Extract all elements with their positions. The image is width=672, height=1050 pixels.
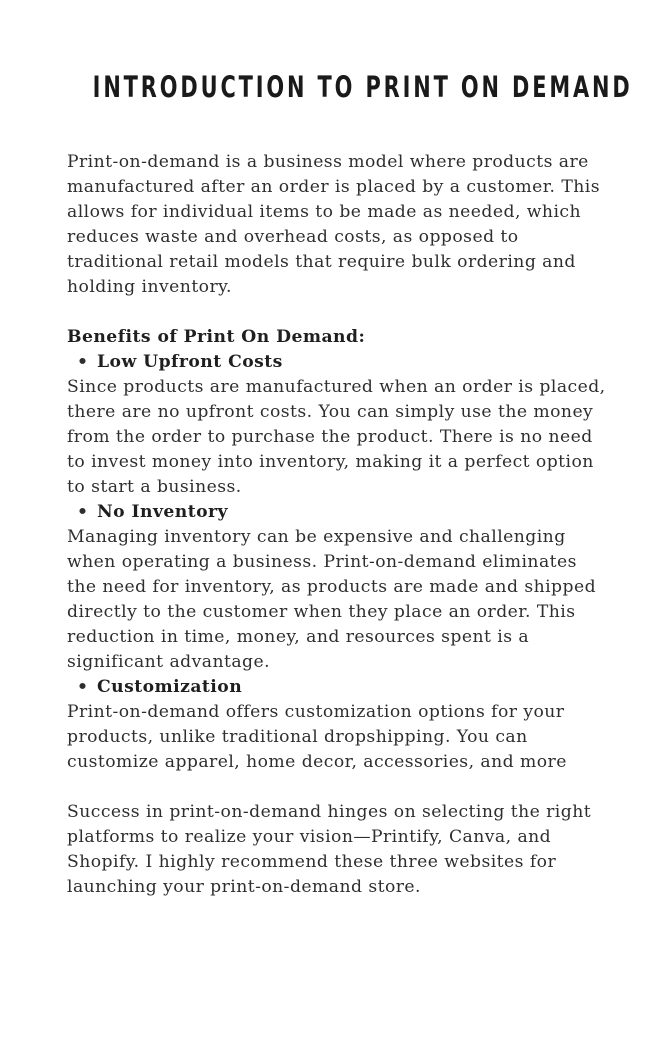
benefit-title: Customization [97,677,243,697]
document-body [67,150,612,900]
benefit-item [67,675,612,700]
benefit-description: Managing inventory can be expensive and challenging when operating a business. Print-on-demand eliminates the need for inventory, as products are made and shipped directly to the customer when they place an order. This reduction in time, money, and resources spent is a significant advantage. [67,527,597,672]
benefits-heading: Benefits of Print On Demand: [67,327,366,347]
benefit-item [67,500,612,525]
bullet-icon: • [77,677,89,697]
benefit-title: Low Upfront Costs [97,352,283,372]
intro-paragraph: Print-on-demand is a business model where products are manufactured after an order is placed by a customer. This allows for individual items to be made as needed, which reduces waste and overhead costs, as opposed to traditional retail models that require bulk ordering and holding inventory. [67,152,600,297]
spacer [67,775,612,800]
benefit-description: Print-on-demand offers customization options for your products, unlike traditional dropshipping. You can customize apparel, home decor, accessories, and more [67,702,567,772]
benefit-item [67,350,612,375]
closing-paragraph: Success in print-on-demand hinges on selecting the right platforms to realize your vision—Printify, Canva, and Shopify. I highly recommend these three websites for launching your print-on-demand store. [67,802,592,897]
benefit-description: Since products are manufactured when an order is placed, there are no upfront costs. You can simply use the money from the order to purchase the product. There is no need to invest money into inventory, making it a perfect option to start a business. [67,377,606,497]
benefit-title: No Inventory [97,502,228,522]
bullet-icon: • [77,352,89,372]
spacer [67,300,612,325]
page-title: INTRODUCTION TO PRINT ON DEMAND [92,70,633,104]
bullet-icon: • [77,502,89,522]
